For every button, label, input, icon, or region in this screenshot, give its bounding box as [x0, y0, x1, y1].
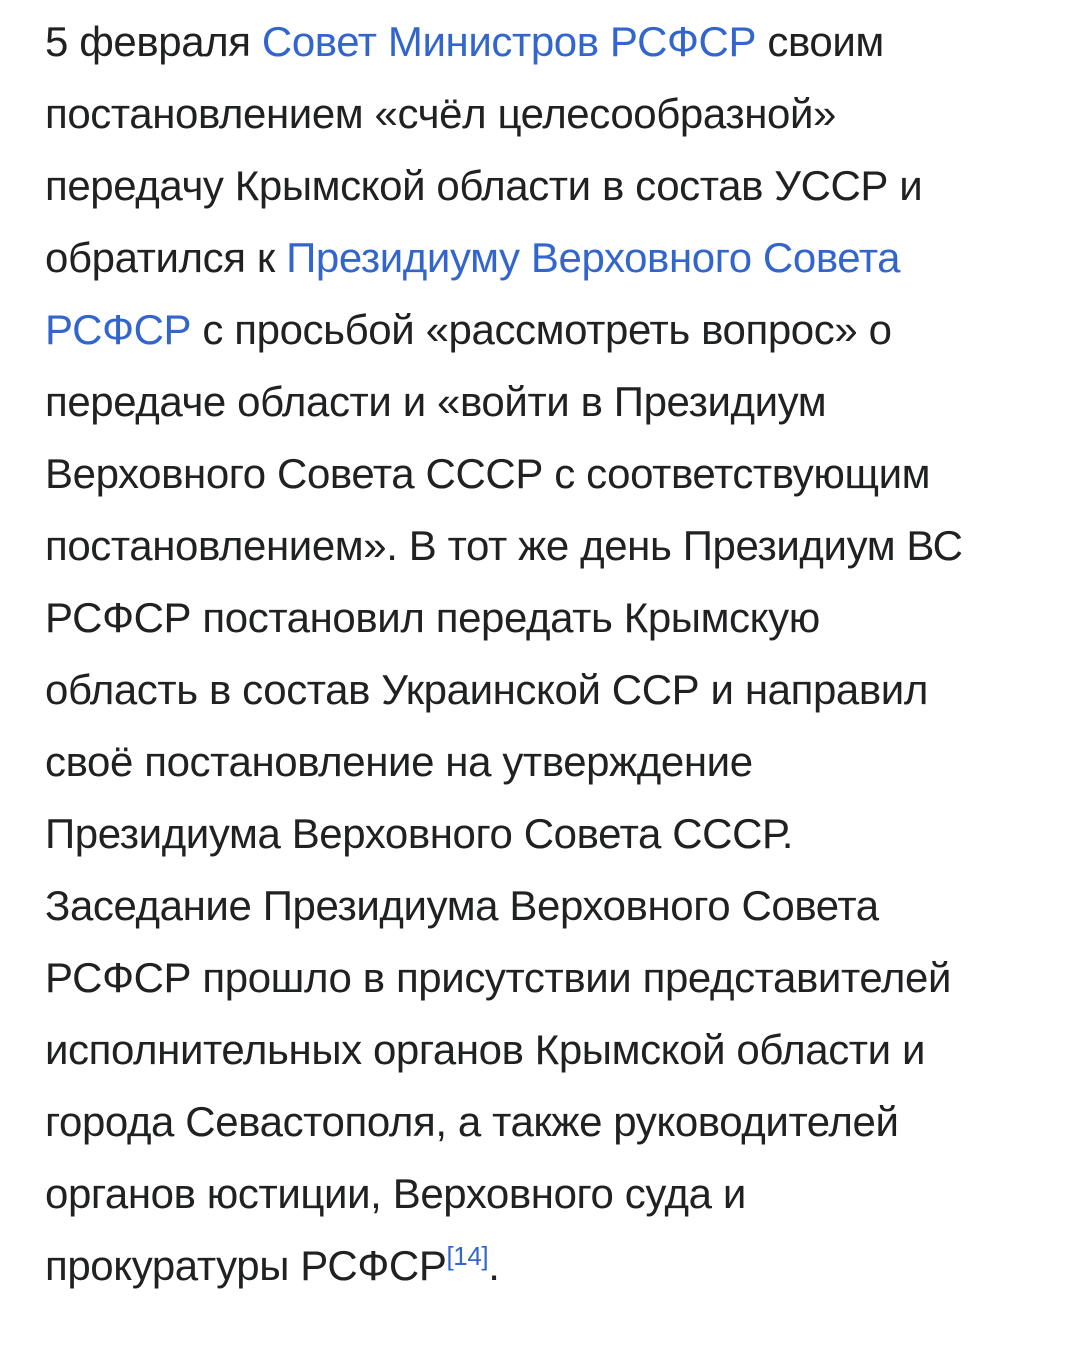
paragraph-text: РСФСР постановил передать Крымскую	[45, 594, 820, 641]
paragraph-text: РСФСР прошло в присутствии представителей	[45, 954, 952, 1001]
paragraph-text: прокуратуры РСФСР	[45, 1242, 447, 1289]
text-line	[45, 150, 1040, 222]
text-line	[45, 1158, 1040, 1230]
paragraph-text: передаче области и «войти в Президиум	[45, 378, 827, 425]
text-line	[45, 1014, 1040, 1086]
reference-superscript	[446, 1241, 488, 1271]
paragraph-text: с просьбой «рассмотреть вопрос» о	[191, 306, 892, 353]
paragraph-text: органов юстиции, Верховного суда и	[45, 1170, 746, 1217]
link-prezidium-verkhovnogo-soveta-rsfsr[interactable]: Президиуму Верховного Совета	[286, 234, 901, 281]
paragraph-text: обратился к	[45, 234, 287, 281]
paragraph-text: постановлением «счёл целесообразной»	[45, 90, 836, 137]
paragraph-text: Заседание Президиума Верховного Совета	[45, 882, 879, 929]
text-line	[45, 654, 1040, 726]
reference-14-link[interactable]: [14]	[446, 1241, 489, 1271]
paragraph-text: .	[488, 1242, 500, 1289]
text-line	[45, 1086, 1040, 1158]
paragraph-text: города Севастополя, а также руководителей	[45, 1098, 899, 1145]
paragraph-text: своё постановление на утверждение	[45, 738, 753, 785]
text-line	[45, 870, 1040, 942]
paragraph-text: Президиума Верховного Совета СССР.	[45, 810, 793, 857]
text-line	[45, 366, 1040, 438]
text-line	[45, 582, 1040, 654]
text-line	[45, 1230, 1040, 1302]
link-sovet-ministrov-rsfsr[interactable]: Совет Министров РСФСР	[261, 18, 757, 65]
link-prezidium-verkhovnogo-soveta-rsfsr[interactable]: РСФСР	[45, 306, 192, 353]
text-line	[45, 222, 1040, 294]
text-line	[45, 798, 1040, 870]
text-line	[45, 726, 1040, 798]
text-line	[45, 510, 1040, 582]
paragraph-text: область в состав Украинской ССР и направил	[45, 666, 928, 713]
text-line	[45, 294, 1040, 366]
paragraph-text: Верховного Совета СССР с соответствующим	[45, 450, 931, 497]
paragraph-text: исполнительных органов Крымской области и	[45, 1026, 926, 1073]
text-line	[45, 78, 1040, 150]
text-line	[45, 942, 1040, 1014]
text-line	[45, 6, 1040, 78]
paragraph-text: постановлением». В тот же день Президиум ВС	[45, 522, 963, 569]
paragraph-text: 5 февраля	[45, 18, 262, 65]
paragraph-text: передачу Крымской области в состав УССР и	[45, 162, 923, 209]
paragraph-text: своим	[756, 18, 884, 65]
paragraph	[45, 6, 1040, 1302]
text-line	[45, 438, 1040, 510]
